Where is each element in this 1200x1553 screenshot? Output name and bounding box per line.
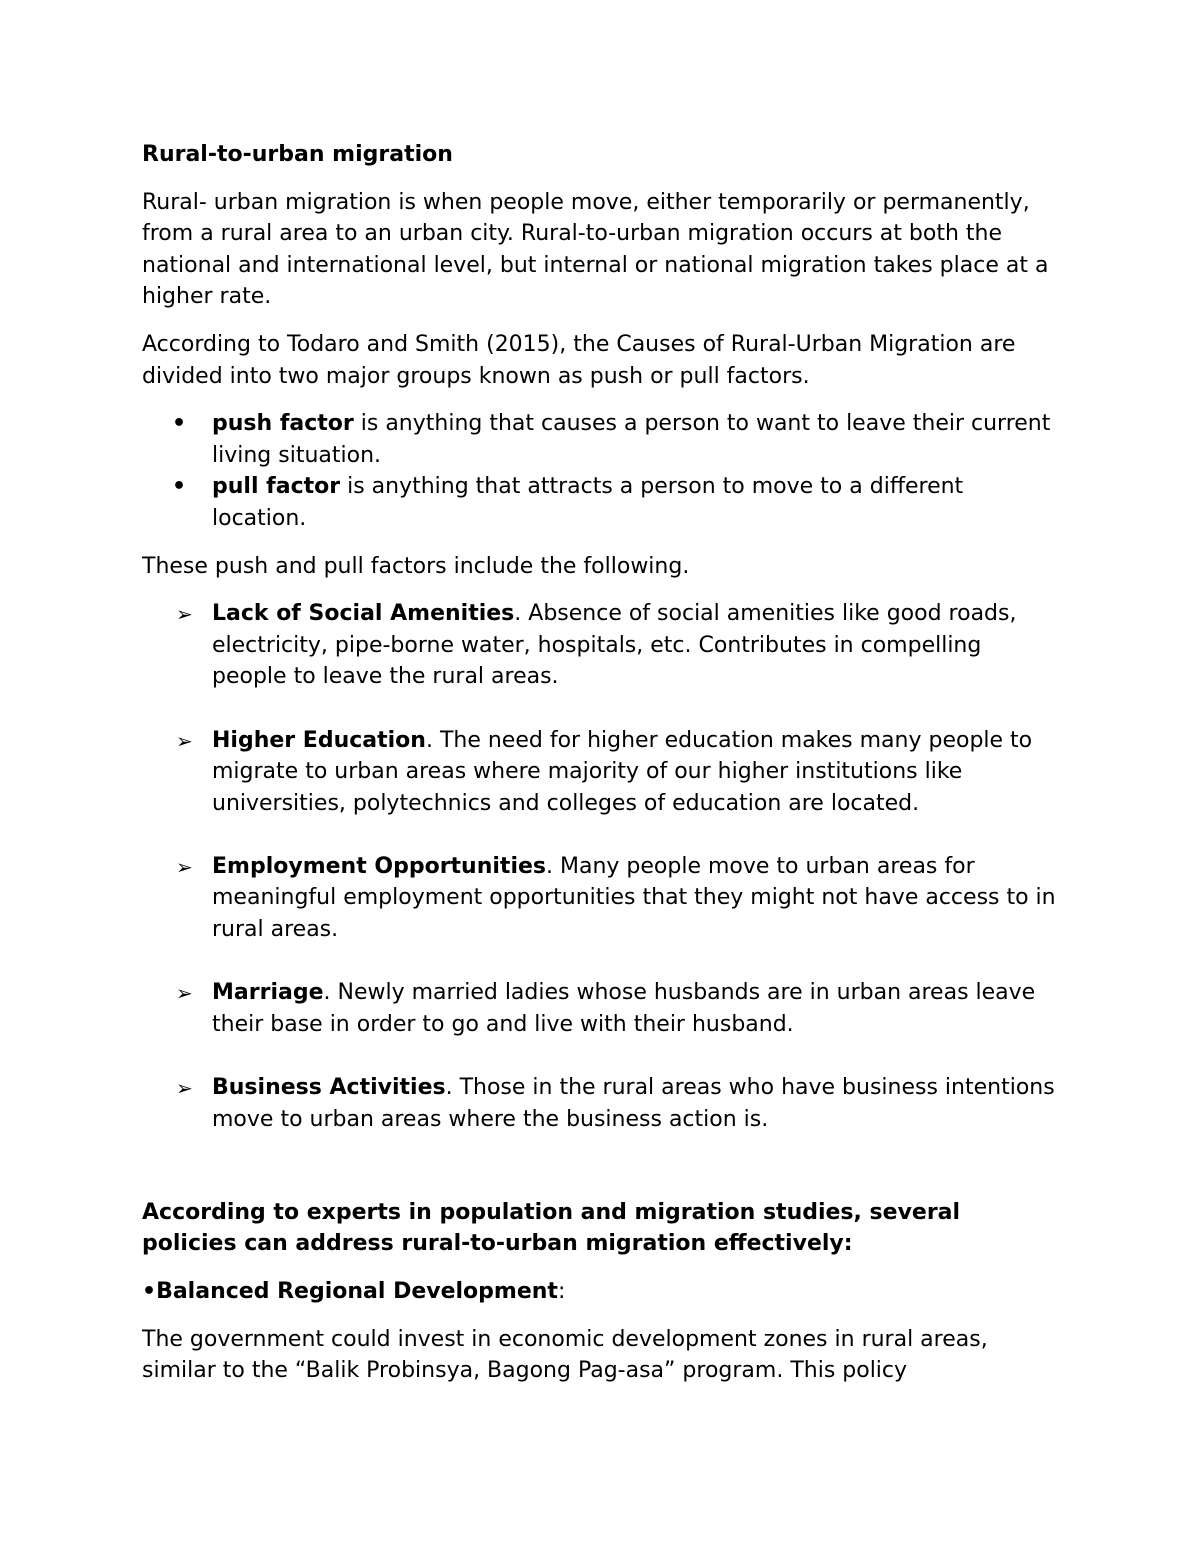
factor-text: is anything that attracts a person to move to a different location. [212,474,964,531]
cause-text: . The need for higher education makes many people to migrate to urban areas where majority of our higher institutions like universities, polytechnics and colleges of education are located. [212,727,1033,816]
bullet-icon: • [172,411,187,437]
cause-text: . Newly married ladies whose husbands are in urban areas leave their base in order to go and live with their husband. [212,980,1036,1037]
list-item [142,977,1062,1040]
arrow-bullet-icon: ➢ [176,728,193,753]
cause-term: Business Activities [212,1075,446,1101]
document-body [142,139,1062,1387]
factor-term: pull factor [212,474,341,500]
policy-colon: : [557,1279,566,1304]
include-line: These push and pull factors include the following. [142,553,690,579]
list-item [142,408,1062,471]
cause-text: . Those in the rural areas who have business intentions move to urban areas where the business action is. [212,1075,1055,1132]
list-item [142,598,1062,693]
cause-text: . Absence of social amenities like good roads, electricity, pipe-borne water, hospitals, etc. Contributes in compelling people to leave the rural areas. [212,601,1017,690]
policy-paragraph: The government could invest in economic development zones in rural areas, similar to the “Balik Probinsya, Bagong Pag-asa” program. This policy [142,1326,988,1384]
factor-text: is anything that causes a person to want to leave their current living situation. [212,411,1051,468]
document-title: Rural-to-urban migration [142,142,453,167]
list-item [142,851,1062,946]
factor-term: push factor [212,411,354,437]
bullet-icon: • [172,474,187,500]
policy-bullet-heading [142,1276,1062,1308]
cause-list [142,598,1062,1135]
cause-term: Higher Education [212,727,426,753]
spacer [142,1167,1062,1197]
cause-term: Lack of Social Amenities [212,601,515,627]
cause-text: . Many people move to urban areas for meaningful employment opportunities that they might not have access to in rural areas. [212,853,1056,943]
factor-list [142,408,1062,534]
list-item [142,471,1062,534]
arrow-bullet-icon: ➢ [176,854,193,879]
cause-term: Marriage [212,980,324,1006]
bullet-icon: • [142,1279,157,1304]
policies-heading: According to experts in population and migration studies, several policies can address rural-to-urban migration effectively: [142,1199,961,1257]
arrow-bullet-icon: ➢ [176,981,193,1006]
policy-term: Balanced Regional Development [156,1279,558,1304]
cause-term: Employment Opportunities [212,853,546,879]
arrow-bullet-icon: ➢ [176,602,193,627]
intro-paragraph: Rural- urban migration is when people move, either temporarily or permanently, from a rural area to an urban city. Rural-to-urban migration occurs at both the national and international level, but internal or national migration takes place at a higher rate. [142,189,1049,310]
arrow-bullet-icon: ➢ [176,1076,193,1101]
list-item [142,1072,1062,1135]
list-item [142,725,1062,820]
according-paragraph: According to Todaro and Smith (2015), the Causes of Rural-Urban Migration are divided into two major groups known as push or pull factors. [142,331,1016,389]
